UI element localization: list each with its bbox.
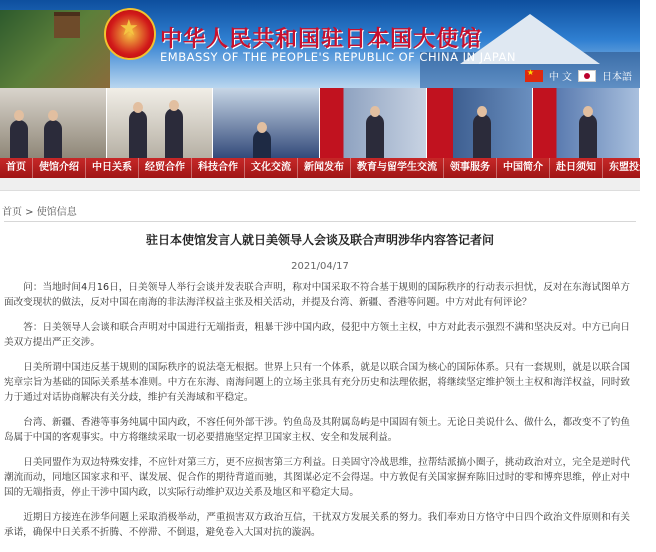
article-body (0, 280, 640, 540)
main-nav (0, 158, 649, 178)
breadcrumb-separator: > (22, 207, 37, 218)
nav-item-cultural-exchange[interactable]: 文化交流 (245, 158, 298, 178)
breadcrumb-home-link[interactable]: 首页 (2, 207, 22, 218)
article-paragraph: 日美所谓中国违反基于规则的国际秩序的说法毫无根据。世界上只有一个体系，就是以联合国为核心的国际体系。只有一套规则，就是以联合国宪章宗旨为基础的国际关系基本准则。中方在东海、南海问题上的立场主张具有充分历史和法理依据，将继续坚定维护领土主权和海洋权益，同时致力于通过对话协商解决有关分歧，维护有关海域和平稳定。 (4, 362, 630, 403)
nav-item-asean[interactable]: 东盟投影 (603, 158, 656, 178)
nav-item-education[interactable]: 教育与留学生交流 (351, 158, 444, 178)
lang-chinese-link[interactable]: 中 文 (548, 72, 572, 83)
nav-item-economic-cooperation[interactable]: 经贸合作 (139, 158, 192, 178)
photo-banner-image (107, 88, 214, 158)
site-banner (0, 0, 640, 88)
photo-banner-image (320, 88, 427, 158)
nav-item-embassy-intro[interactable]: 使馆介绍 (33, 158, 86, 178)
nav-item-china-intro[interactable]: 中国简介 (497, 158, 550, 178)
photo-banner-image (533, 88, 640, 158)
nav-item-news[interactable]: 新闻发布 (298, 158, 351, 178)
article-paragraph: 台湾、新疆、香港等事务纯属中国内政，不容任何外部干涉。钓鱼岛及其附属岛屿是中国固有领土。无论日美说什么、做什么，都改变不了钓鱼岛属于中国的客观事实。中方将继续采取一切必要措施坚定捍卫国家主权、安全和发展利益。 (4, 417, 630, 443)
site-title-cn: 中华人民共和国驻日本国大使馆 (160, 26, 483, 52)
lang-japanese-link[interactable]: 日本語 (602, 72, 632, 83)
national-emblem-icon[interactable] (104, 8, 156, 60)
china-flag-icon[interactable] (525, 70, 543, 82)
article-paragraph: 答：日美领导人会谈和联合声明对中国进行无端指责，粗暴干涉中国内政，侵犯中方领土主权，中方对此表示强烈不满和坚决反对。中方已向日美双方提出严正交涉。 (4, 322, 630, 348)
breadcrumb-section-link[interactable]: 使馆信息 (36, 207, 77, 218)
breadcrumb (0, 191, 640, 221)
article-paragraph: 日美同盟作为双边特殊安排，不应针对第三方，更不应损害第三方利益。日美固守冷战思维，拉帮结派搞小圈子，挑动政治对立，完全是逆时代潮流而动，同地区国家求和平、谋发展、促合作的期待背道而驰，其图谋必定不会得逞。中方敦促有关国家摒弃陈旧过时的零和博弈思维，停止对中国的无端指责，停止干涉中国内政，以实际行动维护双边关系及地区和平稳定大局。 (4, 457, 630, 498)
nav-item-china-japan-relations[interactable]: 中日关系 (86, 158, 139, 178)
photo-banner-image (427, 88, 534, 158)
nav-item-consular[interactable]: 领事服务 (444, 158, 497, 178)
language-switcher (525, 68, 632, 83)
photo-banner-image (213, 88, 320, 158)
nav-item-japan-notice[interactable]: 赴日须知 (550, 158, 603, 178)
article-date: 2021/04/17 (291, 261, 349, 272)
photo-banner-image (0, 88, 107, 158)
sub-nav-bar (0, 178, 640, 191)
photo-strip (0, 88, 640, 158)
site-title-en: EMBASSY OF THE PEOPLE'S REPUBLIC OF CHINA IN JAPAN (160, 50, 516, 64)
japan-flag-icon[interactable] (578, 70, 596, 82)
watchtower-image (54, 12, 80, 38)
divider (4, 221, 636, 222)
article-paragraph: 近期日方接连在涉华问题上采取消极举动，严重损害双方政治互信，干扰双方发展关系的努力。我们奉劝日方恪守中日四个政治文件原则和有关承诺，确保中日关系不折腾、不停滞、不倒退，避免卷入大国对抗的漩涡。 (4, 512, 630, 538)
nav-item-home[interactable]: 首页 (0, 158, 33, 178)
article-paragraph: 问：当地时间4月16日，日美领导人举行会谈并发表联合声明，称对中国采取不符合基于规则的国际秩序的行动表示担忧，反对在东海试图单方面改变现状的做法，反对中国在南海的非法海洋权益主张及相关活动，并提及台湾、新疆、香港等问题。中方对此有何评论？ (4, 282, 630, 308)
nav-item-tech-cooperation[interactable]: 科技合作 (192, 158, 245, 178)
article-title: 驻日本使馆发言人就日美领导人会谈及联合声明涉华内容答记者问 (145, 233, 494, 247)
